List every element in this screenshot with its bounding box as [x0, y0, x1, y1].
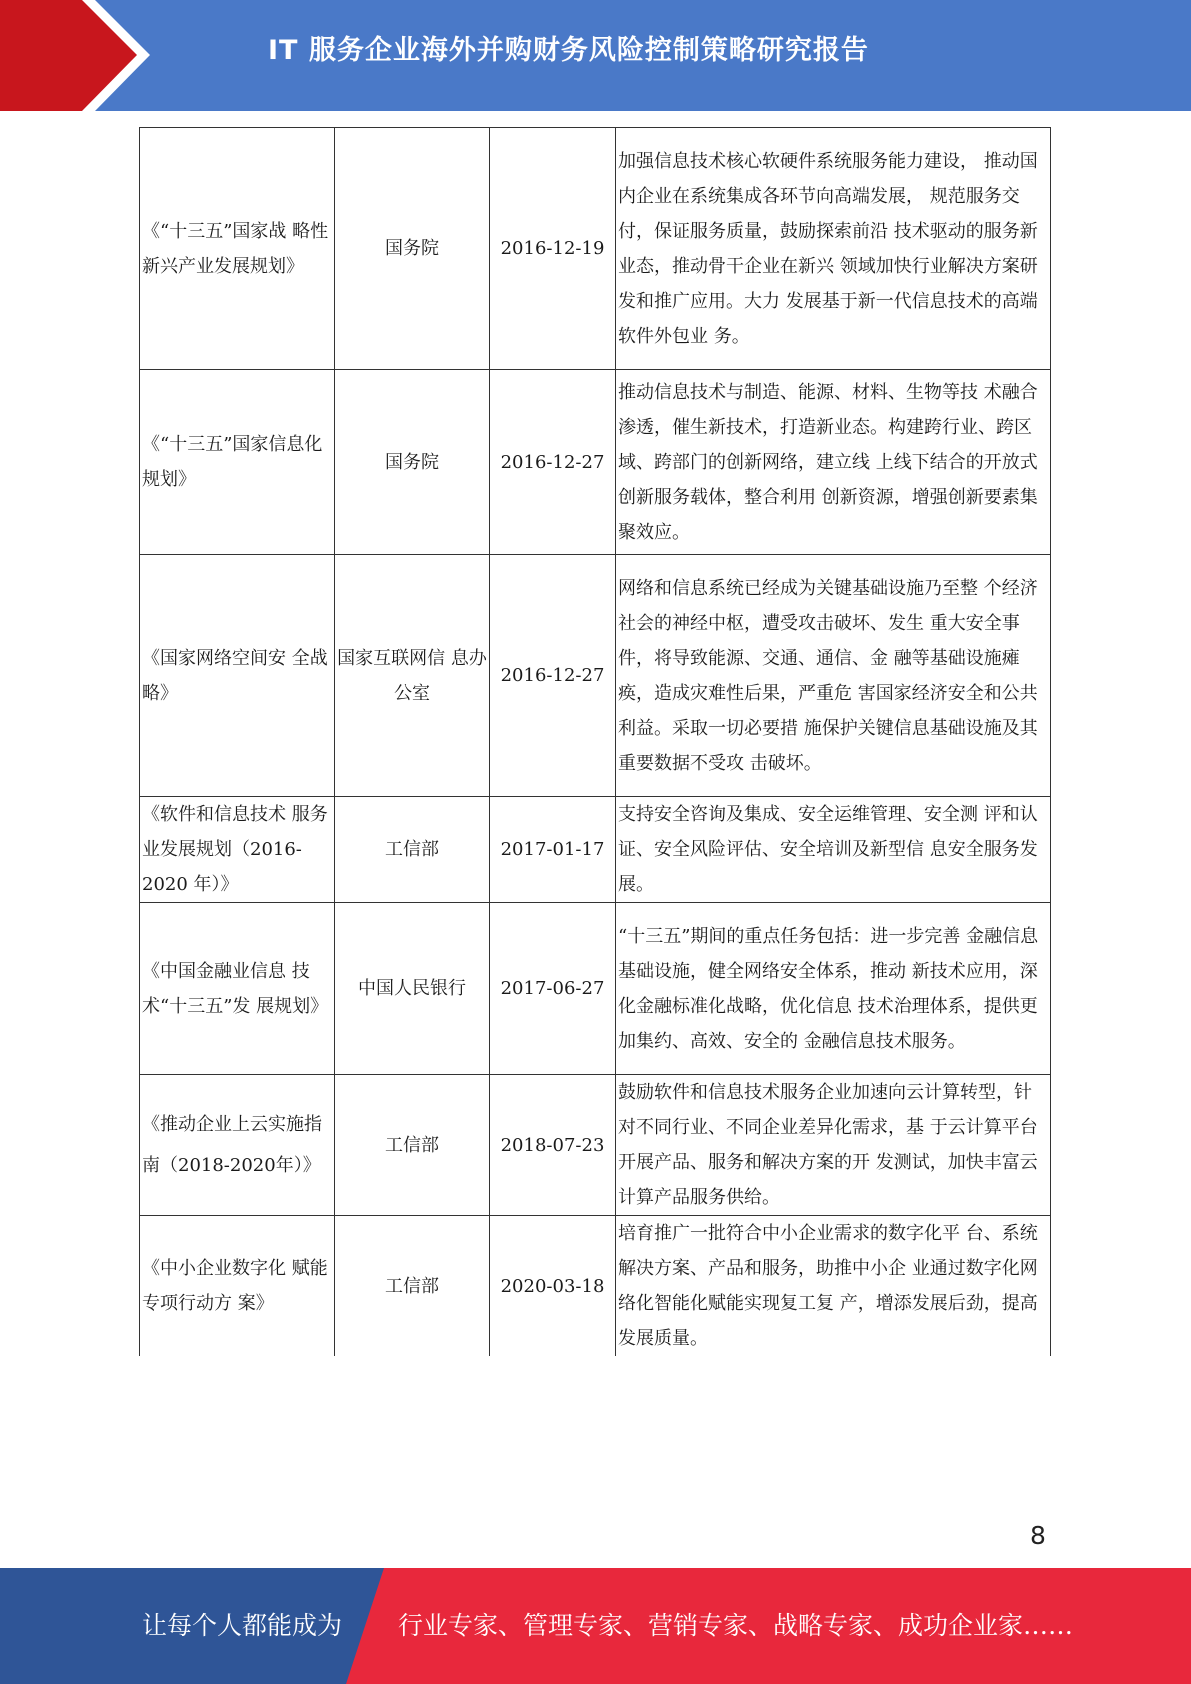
issuer-cell: 工信部 — [335, 1216, 490, 1357]
header-arrow-decoration — [0, 0, 160, 111]
issuer-cell: 国务院 — [335, 370, 490, 555]
issuer-cell: 中国人民银行 — [335, 903, 490, 1075]
table-row — [140, 370, 1051, 555]
description-cell: 培育推广一批符合中小企业需求的数字化平 台、系统解决方案、产品和服务，助推中小企 业通过数字化网络化智能化赋能实现复工复 产，增添发展后劲，提高发展质量。 — [616, 1216, 1051, 1357]
issuer-cell: 国务院 — [335, 128, 490, 370]
policy-name-cell: 《中国金融业信息 技术“十三五”发 展规划》 — [140, 903, 335, 1075]
footer-slogan-right: 行业专家、管理专家、营销专家、战略专家、成功企业家…… — [398, 1611, 1074, 1640]
page-header — [0, 0, 1191, 111]
date-cell: 2016-12-27 — [490, 370, 616, 555]
description-cell: 鼓励软件和信息技术服务企业加速向云计算转型，针对不同行业、不同企业差异化需求，基 于云计算平台开展产品、服务和解决方案的开 发测试，加快丰富云计算产品服务供给。 — [616, 1075, 1051, 1216]
description-cell: 网络和信息系统已经成为关键基础设施乃至整 个经济社会的神经中枢，遭受攻击破坏、发生 重大安全事件，将导致能源、交通、通信、金 融等基础设施瘫痪，造成灾难性后果，严重危 害国家经济安全和公共利益。采取一切必要措 施保护关键信息基础设施及其重要数据不受攻 击破坏。 — [616, 555, 1051, 797]
description-cell: 加强信息技术核心软硬件系统服务能力建设， 推动国内企业在系统集成各环节向高端发展， 规范服务交付，保证服务质量，鼓励探索前沿 技术驱动的服务新业态，推动骨干企业在新兴 领域加快行业解决方案研发和推广应用。大力 发展基于新一代信息技术的高端软件外包业 务。 — [616, 128, 1051, 370]
policy-table — [139, 127, 1051, 1356]
date-cell: 2018-07-23 — [490, 1075, 616, 1216]
table-row — [140, 1075, 1051, 1216]
page-number: 8 — [1030, 1521, 1046, 1550]
policy-name-cell: 《“十三五”国家战 略性新兴产业发展规划》 — [140, 128, 335, 370]
table-row — [140, 128, 1051, 370]
policy-name-cell: 《国家网络空间安 全战略》 — [140, 555, 335, 797]
policy-name-cell: 《“十三五”国家信息化规划》 — [140, 370, 335, 555]
date-cell: 2016-12-19 — [490, 128, 616, 370]
table-row — [140, 903, 1051, 1075]
description-cell: 推动信息技术与制造、能源、材料、生物等技 术融合渗透，催生新技术，打造新业态。构建跨行业、跨区域、跨部门的创新网络，建立线 上线下结合的开放式创新服务载体，整合利用 创新资源，增强创新要素集聚效应。 — [616, 370, 1051, 555]
policy-name-cell: 《中小企业数字化 赋能专项行动方 案》 — [140, 1216, 335, 1357]
table-row — [140, 1216, 1051, 1357]
date-cell: 2016-12-27 — [490, 555, 616, 797]
footer-slogan-left: 让每个人都能成为 — [142, 1611, 343, 1640]
issuer-cell: 工信部 — [335, 1075, 490, 1216]
table-row — [140, 797, 1051, 903]
page-footer — [0, 1568, 1191, 1684]
date-cell: 2017-01-17 — [490, 797, 616, 903]
date-cell: 2017-06-27 — [490, 903, 616, 1075]
table-row — [140, 555, 1051, 797]
issuer-cell: 工信部 — [335, 797, 490, 903]
policy-name-cell: 《推动企业上云实施指南（2018-2020年）》 — [140, 1075, 335, 1216]
description-cell: 支持安全咨询及集成、安全运维管理、安全测 评和认证、安全风险评估、安全培训及新型信 息安全服务发展。 — [616, 797, 1051, 903]
issuer-cell: 国家互联网信 息办公室 — [335, 555, 490, 797]
document-title: IT 服务企业海外并购财务风险控制策略研究报告 — [268, 35, 869, 66]
date-cell: 2020-03-18 — [490, 1216, 616, 1357]
description-cell: “十三五”期间的重点任务包括：进一步完善 金融信息基础设施，健全网络安全体系，推动 新技术应用，深化金融标准化战略，优化信息 技术治理体系，提供更加集约、高效、安全的 金融信息技术服务。 — [616, 903, 1051, 1075]
policy-name-cell: 《软件和信息技术 服务业发展规划（2016-2020 年）》 — [140, 797, 335, 903]
